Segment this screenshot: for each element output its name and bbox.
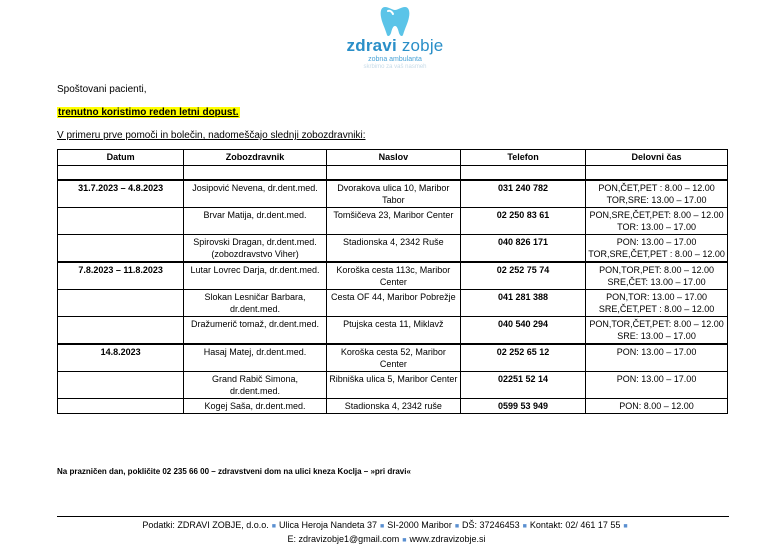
col-header-address: Naslov [326, 150, 460, 166]
footer [0, 519, 773, 547]
separator-icon: ■ [402, 537, 407, 544]
footer-contact: Kontakt: 02/ 461 17 55 [529, 520, 621, 530]
footer-line-1 [0, 519, 773, 533]
footer-street: Ulica Heroja Nandeta 37 [278, 520, 378, 530]
table-row: Brvar Matija, dr.dent.med. Tomšičeva 23, Maribor Center 02 250 83 61 PON,SRE,ČET,PET: 8.00 – 12.00 TOR: 13.00 – 17.00 [58, 208, 728, 235]
table-row: 7.8.2023 – 11.8.2023 Lutar Lovrec Darja, dr.dent.med. Koroška cesta 113c, Maribor Center 02 252 75 74 PON,TOR,PET: 8.00 – 12.00 SRE,ČET: 13.00 – 17.00 [58, 262, 728, 290]
col-header-date: Datum [58, 150, 184, 166]
col-header-dentist: Zobozdravnik [184, 150, 326, 166]
col-header-hours: Delovni čas [586, 150, 728, 166]
tooth-icon [379, 4, 411, 38]
vacation-notice: trenutno koristimo reden letni dopust. [58, 107, 239, 118]
separator-icon: ■ [454, 523, 460, 530]
brand-name: zdravi zobje [346, 36, 444, 55]
footer-city: SI-2000 Maribor [387, 520, 452, 530]
table-row: Grand Rabič Simona, dr.dent.med. Ribniška ulica 5, Maribor Center 02251 52 14 PON: 13.00 – 17.00 [58, 372, 728, 399]
greeting: Spoštovani pacienti, [57, 84, 147, 95]
intro-text: V primeru prve pomoči in bolečin, nadomeščajo slednji zobozdravniki: [57, 130, 366, 141]
brand-tagline: skrbimo za vaš nasmeh [363, 64, 427, 70]
table-header-row [58, 150, 728, 166]
table-row: 31.7.2023 – 4.8.2023 Josipović Nevena, dr.dent.med. Dvorakova ulica 10, Maribor Tabor 031 240 782 PON,ČET,PET : 8.00 – 12.00 TOR,SRE: 13.00 – 17.00 [58, 180, 728, 208]
footer-line-2 [0, 533, 773, 547]
separator-icon: ■ [623, 523, 628, 530]
logo [340, 4, 450, 90]
holiday-note: Na prazničen dan, pokličite 02 235 66 00 – zdravstveni dom na ulici kneza Koclja – »pri dravi« [57, 467, 411, 476]
separator-icon: ■ [380, 523, 385, 530]
col-header-phone: Telefon [460, 150, 585, 166]
footer-website[interactable]: www.zdravizobje.si [409, 534, 486, 544]
table-spacer-row [58, 166, 728, 181]
separator-icon: ■ [271, 523, 276, 530]
footer-tax-id: DŠ: 37246453 [462, 520, 520, 530]
table-row: 14.8.2023 Hasaj Matej, dr.dent.med. Koroška cesta 52, Maribor Center 02 252 65 12 PON: 13.00 – 17.00 [58, 344, 728, 372]
footer-divider [57, 516, 729, 517]
footer-email[interactable]: E: zdravizobje1@gmail.com [287, 534, 400, 544]
table-row: Spirovski Dragan, dr.dent.med. (zobozdravstvo Viher) Stadionska 4, 2342 Ruše 040 826 171 PON: 13.00 – 17.00 TOR,SRE,ČET,PET : 8.00 – 12.00 [58, 235, 728, 263]
brand-subtitle: zobna ambulanta [368, 56, 422, 63]
table-row: Slokan Lesničar Barbara, dr.dent.med. Cesta OF 44, Maribor Pobrežje 041 281 388 PON,TOR: 13.00 – 17.00 SRE,ČET,PET : 8.00 – 12.00 [58, 290, 728, 317]
footer-company: Podatki: ZDRAVI ZOBJE, d.o.o. [142, 520, 269, 530]
table-row: Kogej Saša, dr.dent.med. Stadionska 4, 2342 ruše 0599 53 949 PON: 8.00 – 12.00 [58, 399, 728, 414]
separator-icon: ■ [522, 523, 527, 530]
substitute-dentists-table [57, 149, 728, 414]
table-row: Dražumerič tomaž, dr.dent.med. Ptujska cesta 11, Miklavž 040 540 294 PON,TOR,ČET,PET: 8.00 – 12.00 SRE: 13.00 – 17.00 [58, 317, 728, 345]
